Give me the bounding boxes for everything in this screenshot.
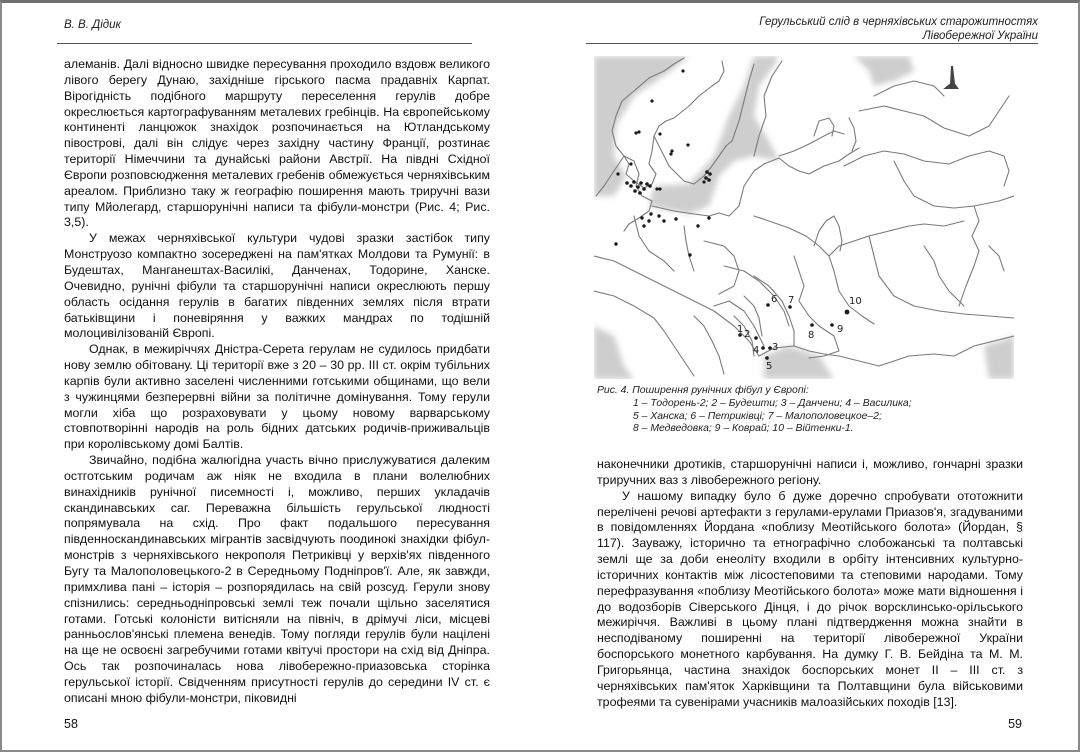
figure-caption — [597, 385, 1037, 436]
svg-text:5: 5 — [766, 361, 773, 372]
svg-text:2: 2 — [744, 329, 751, 340]
paragraph: У нашому випадку було б дуже доречно спробувати ототожнити перелічені речові артефакти з герулами-ерулами Приазов'я, згадуваними в повідомленнях Йордана «поблизу Меотійського болота» (Йордан, § 117). Зауважу, історично та етнографічно слобожанські та полтавські землі ще за доби енеоліту входили в орбіту інтенсивних культурно-історичних контактів між лісостеповими та степовими народами. Тому перефразування «поблизу Меотійського болота» може мати відношення і до водозборів Сіверського Дінця, і до річок ворсклинсько-орільського межиріччя. Важливі в цьому плані підтвердження можна знайти в несподіваному поширенні на території лівобережної України боспорського монетного карбування. На думку Г. В. Бейдіна та М. М. Григорьянца, частина знахідок боспорських монет II – III ст. з черняхівських пам'яток Харківщини та Полтавщини була військовими трофеями та сувенірами учасників малоазійських походів [13]. — [597, 488, 1023, 709]
right-body-text — [597, 457, 1023, 711]
caption-line: 5 – Ханска; 6 – Петриківці; 7 – Малополовецкое–2; — [633, 410, 882, 422]
svg-text:7: 7 — [788, 295, 795, 306]
svg-text:8: 8 — [808, 330, 815, 341]
paragraph: У межах черняхівської культури чудові зразки застібок типу Монструозо компактно зосереджені на пам'ятках Молдови та Румунії: в Будештах, Манганештах-Василікі, Данченах, Тодорине, Ханске. Очевидно, рунічні фібули та старшорунічні написи окреслюють першу область осідання герулів в багатих південних землях після втрати батьківщини і поневіряння у важких мандрах по тодішній молоцивілізованій Європі. — [64, 231, 490, 341]
running-head-author: В. В. Дідик — [64, 19, 121, 31]
left-body-text — [64, 57, 490, 707]
paragraph: алеманів. Далі відносно швидке пересування проходило вздовж великого лівого берегу Дунаю, західніше гірського пасма прадавніх Карпат. Вірогідність подібного маршруту переселення герулів добре окреслюється картографуванням металевих гребінців. На європейському континенті ланцюжок знахідок розпочинається на Ютландському півострові, далі він слідує через західну частину Франції, розтинає території Німеччини та дунайські райони Австрії. На півдні Східної Європи розповсюдження металевих гребенів обмежується черняхівським ареалом. Приблизно таку ж географію поширення мають триручні вази типу Мйолегард, старшорунічні написи та фібули-монстри (Рис. 4; Рис. 3,5). — [64, 57, 490, 230]
right-page — [542, 3, 1078, 750]
header-rule — [586, 43, 1038, 44]
svg-text:3: 3 — [772, 342, 779, 353]
svg-text:10: 10 — [849, 296, 862, 307]
page-number: 58 — [64, 717, 78, 731]
svg-text:4: 4 — [753, 345, 760, 356]
north-arrow — [946, 66, 957, 88]
caption-line: 8 – Медведовка; 9 – Коврай; 10 – Війтенки-1. — [633, 423, 854, 435]
svg-text:9: 9 — [837, 324, 844, 335]
left-page — [2, 3, 542, 750]
running-head-line: Герульський слід в черняхівських старожитностях — [759, 16, 1038, 28]
caption-line: 1 – Тодорень-2; 2 – Будешти; 3 – Данчени; 4 – Василика; — [633, 397, 912, 409]
paragraph: Однак, в межиріччях Дністра-Серета герулам не судилось придбати нову землю обітовану. Ці території вже з 20 – 30 рр. III ст. окрім тубільних карпів були активно заселені численними готськими общинами, що вели з чужинцями безперервні війни за політичне домінування. Тому герули могли хіба що розраховувати у цьому новому варварському стовпотворінні народів на роль бідних датських родичів-приживальців при королівському домі Балтів. — [64, 342, 490, 452]
caption-title: Рис. 4. Поширення рунічних фібул у Європі: — [597, 385, 809, 396]
europe-map-icon — [594, 56, 1014, 379]
svg-text:1: 1 — [737, 324, 744, 335]
paragraph: Звичайно, подібна жалюгідна участь вічно прислужуватися далеким остготським родичам аж ніяк не входила в плани волелюбних винахідників рунічної писемності і, можливо, перших укладачів скандинавських саг. Переважна більшість герульської людності попрямувала на схід. Про факт подальшого пересування південноскандинавських мігрантів засвідчують поодинокі знахідки фібул-монстрів з черняхівського некрополя Петриківці у верхів'ях південного Бугу та Малополовецького-2 в Середньому Подніпров'ї. Але, як завжди, примхлива пані – історія – розпорядилась на свій розсуд. Герули знову спізнились: середньодніпровські землі теж почали щільно заселятися готами. Готські колоністи витісняли на північ, в дрімучі ліси, місцеві ранньослов'янські племена венедів. Тому погляди герулів були націлені на ще не освоєні загребучими готами квітучі простори на схід від Дніпра. Ось так розпочиналась нова лівобережно-приазовська сторінка герульської історії. Свідченням присутності герулів до середини IV ст. є описані мною фібули-монстри, піковидні — [64, 453, 490, 705]
paragraph: наконечники дротиків, старшорунічні написи і, можливо, гончарні зразки триручних ваз з лівобережного регіону. — [597, 457, 1023, 487]
header-rule — [57, 43, 472, 44]
page-number: 59 — [1008, 717, 1022, 731]
svg-text:6: 6 — [771, 294, 778, 305]
running-head-title — [759, 15, 1038, 43]
running-head-line: Лівобережної України — [922, 30, 1038, 42]
distribution-map-figure — [594, 56, 1014, 379]
